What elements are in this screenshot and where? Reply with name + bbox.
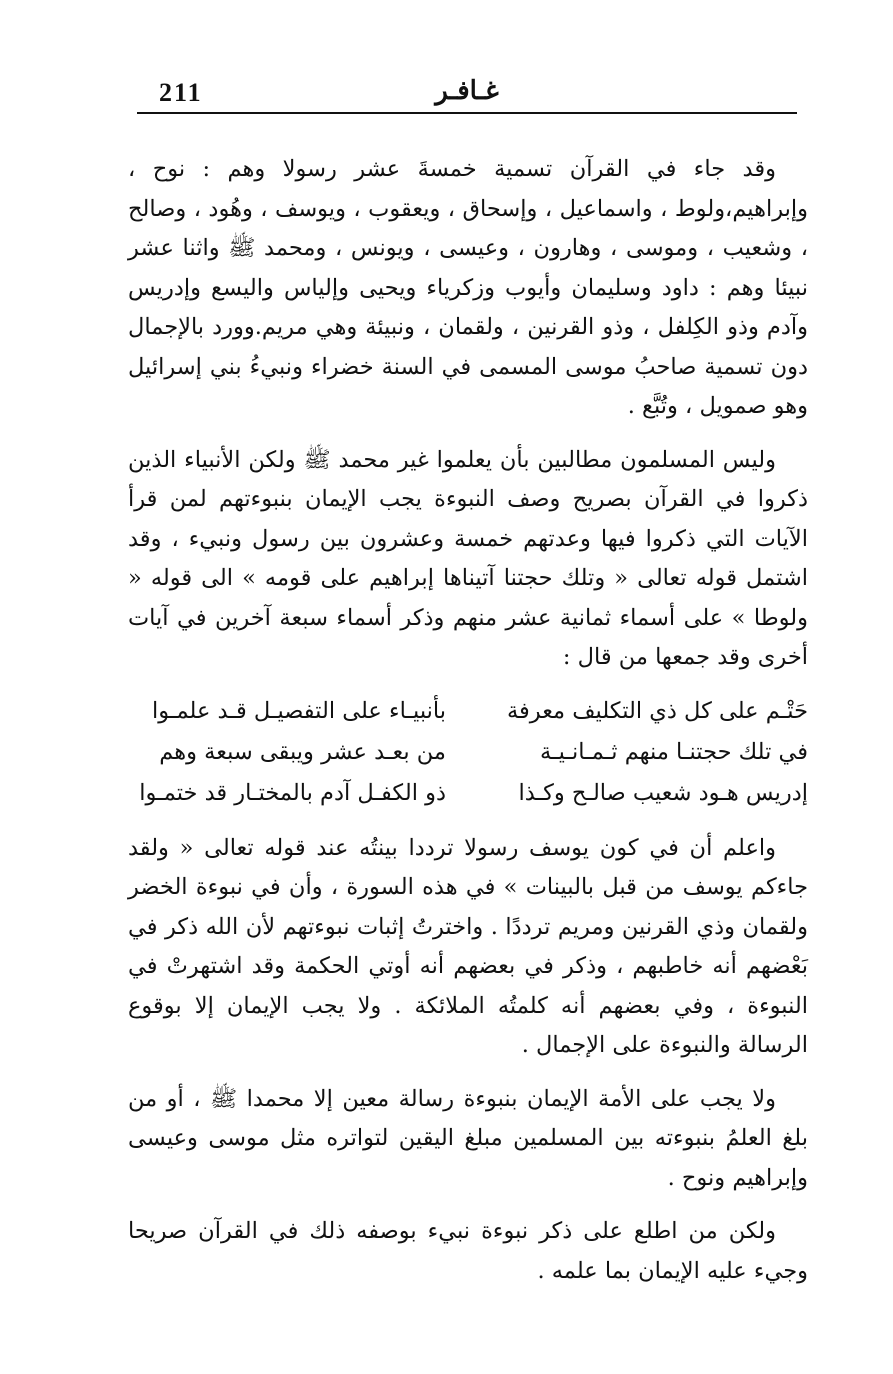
poem-verse	[128, 733, 808, 774]
page-number: 211	[159, 78, 203, 107]
page-header	[137, 74, 797, 114]
verse-first-hemistich: إدريس هـود شعيب صالـح وكـذا	[518, 780, 808, 807]
running-title: غـافـر	[435, 76, 499, 106]
poem-verse	[128, 774, 808, 815]
poem	[128, 692, 808, 815]
paragraph-belief-obligation: وليس المسلمون مطالبين بأن يعلموا غير محمد ﷺ ولكن الأنبياء الذين ذكروا في القرآن بصريح وصف النبوءة يجب الإيمان بنبوءتهم لمن قرأ الآيات التي ذكروا فيها وعدتهم خمسة وعشرون بين رسول ونبيء ، وقد اشتمل قوله تعالى « وتلك حجتنا آتيناها إبراهيم على قومه » الى قوله « ولوطا » على أسماء ثمانية عشر منهم وذكر أسماء سبعة آخرين في آيات أخرى وقد جمعها من قال :	[128, 446, 808, 670]
verse-first-hemistich: في تلك حجتنـا منهم ثـمـانـيـة	[539, 739, 808, 766]
page-body	[128, 150, 808, 1305]
paragraph-closing: ولكن من اطلع على ذكر نبوءة نبيء بوصفه ذلك في القرآن صريحا وجيء عليه الإيمان بما علمه .	[128, 1218, 808, 1284]
paragraph-ummah-belief: ولا يجب على الأمة الإيمان بنبوءة رسالة معين إلا محمدا ﷺ ، أو من بلغ العلمُ بنبوءته بين المسلمين مبلغ اليقين لتواتره مثل موسى وعيسى وإبراهيم ونوح .	[128, 1085, 808, 1191]
verse-second-hemistich: ذو الكفـل آدم بالمختـار قد ختمـوا	[139, 780, 446, 807]
paragraph-prophets-list: وقد جاء في القرآن تسمية خمسةَ عشر رسولا وهم : نوح ، وإبراهيم،ولوط ، واسماعيل ، وإسحاق ، ويعقوب ، ويوسف ، وهُود ، وصالح ، وشعيب ، وموسى ، وهارون ، وعيسى ، ويونس ، ومحمد ﷺ واثنا عشر نبيئا وهم : داود وسليمان وأيوب وزكرياء ويحيى وإلياس واليسع وإدريس وآدم وذو الكِلفل ، وذو القرنين ، ولقمان ، ونبيئة وهي مريم.وورد بالإجمال دون تسمية صاحبُ موسى المسمى في السنة خضراء ونبيءُ بني إسرائيل وهو صمويل ، وتُبَّع .	[128, 156, 808, 419]
header-rule	[137, 112, 797, 114]
poem-verse	[128, 692, 808, 733]
verse-first-hemistich: حَتْـم على كل ذي التكليف معرفة	[506, 698, 808, 725]
verse-second-hemistich: بأنبيـاء على التفصيـل قـد علمـوا	[152, 698, 446, 725]
paragraph-yusuf-note: واعلم أن في كون يوسف رسولا ترددا بينتُه عند قوله تعالى « ولقد جاءكم يوسف من قبل بالبينات » في هذه السورة ، وأن في نبوءة الخضر ولقمان وذي القرنين ومريم ترددًا . واخترتُ إثبات نبوءتهم لأن الله ذكر في بَعْضهم أنه خاطبهم ، وذكر في بعضهم أنه أوتي الحكمة وقد اشتهرتْ في النبوءة ، وفي بعضهم أنه كلمتُه الملائكة . ولا يجب الإيمان إلا بوقوع الرسالة والنبوءة على الإجمال .	[128, 834, 808, 1058]
verse-second-hemistich: من بعـد عشر ويبقى سبعة وهم	[159, 739, 446, 766]
